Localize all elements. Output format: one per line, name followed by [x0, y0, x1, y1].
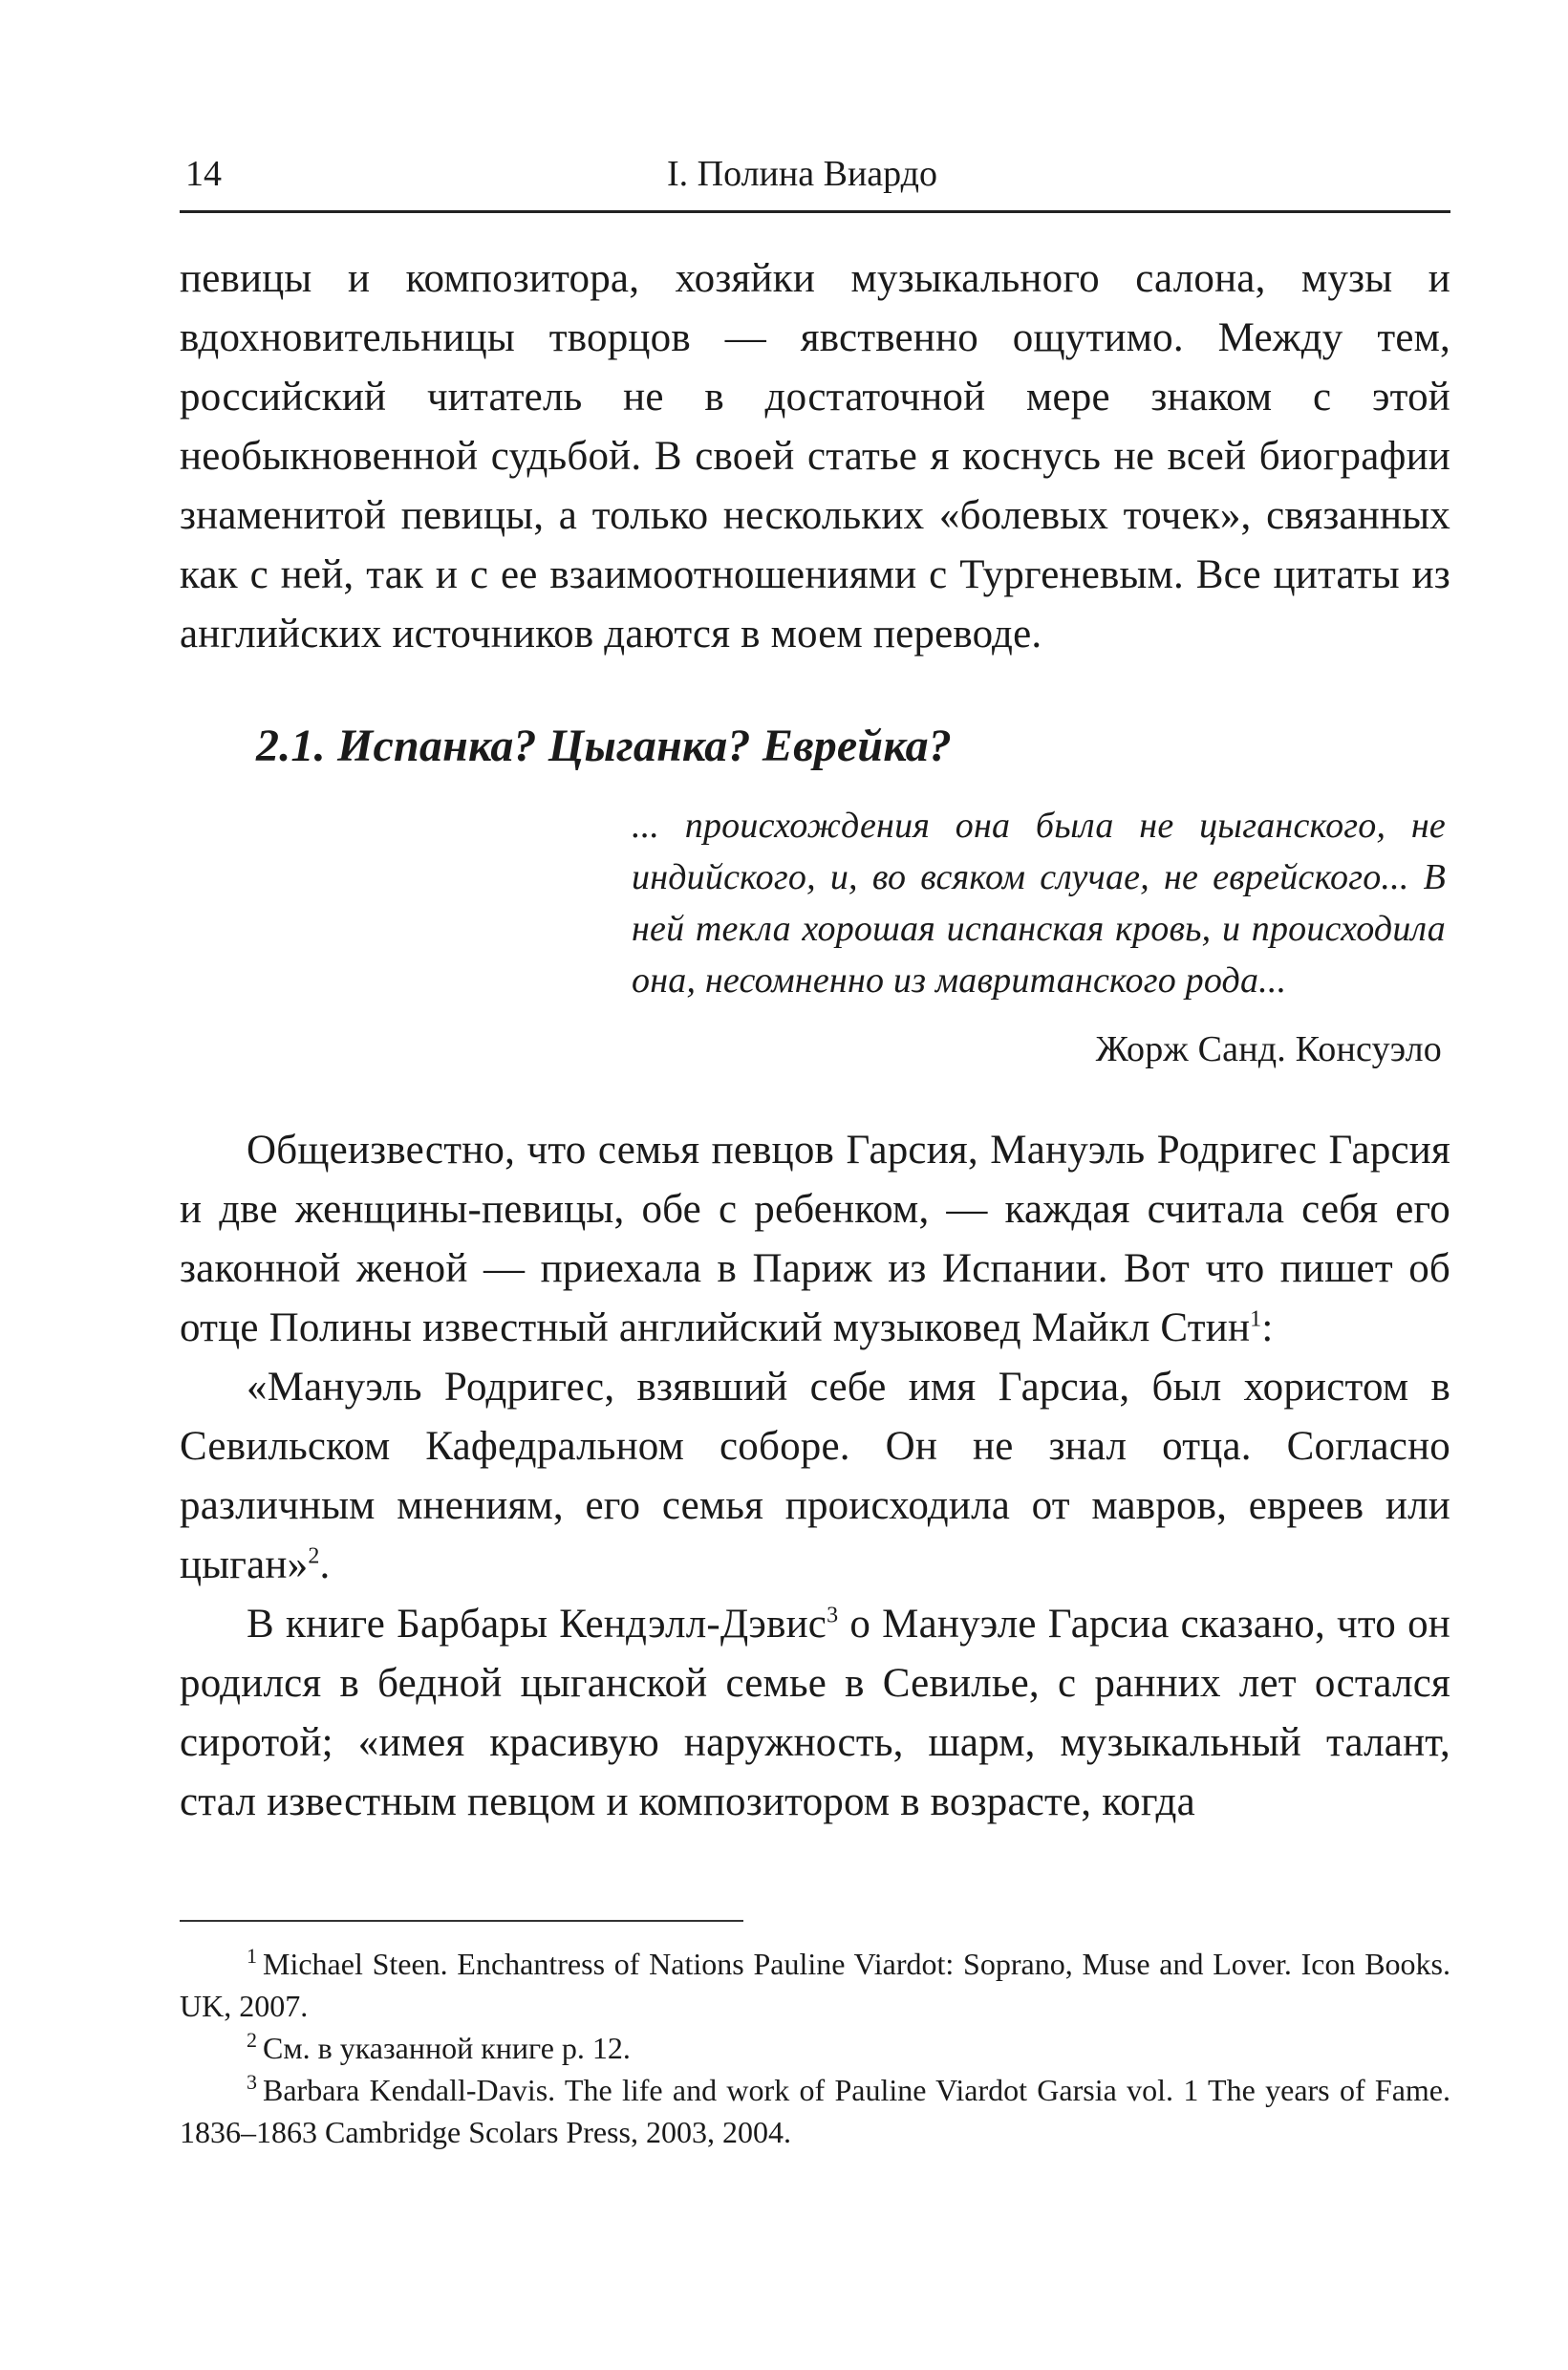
section-heading: 2.1. Испанка? Цыганка? Еврейка?: [256, 721, 953, 771]
footnote-3-text: Barbara Kendall-Davis. The life and work of Pauline Viardot Garsia vol. 1 The years of Fame. 1836–1863 Cambridge Scolars Press, 2003, 2004.: [180, 2073, 1450, 2149]
paragraph-1-tail: :: [1261, 1305, 1274, 1350]
running-header: [180, 143, 1450, 213]
main-text: [180, 1121, 1450, 1832]
footnote-3-number: 3: [247, 2070, 257, 2095]
paragraph-3-before: В книге Барбары Кендэлл-Дэвис: [247, 1602, 827, 1647]
footnote-2-number: 2: [247, 2028, 257, 2053]
footnote-1-number: 1: [247, 1944, 257, 1969]
footnote-ref-1: 1: [1250, 1306, 1262, 1332]
footnote-3: [180, 2069, 1450, 2153]
footnote-divider: [180, 1920, 743, 1922]
paragraph-3-after: о Мануэле Гарсиа сказано, что он родился в бедной цыганской семье в Севилье, с ранних лет остался сиротой; «имея красивую наружность, шарм, музыкальный талант, стал известным певцом и композитором в возрасте, когда: [180, 1602, 1450, 1824]
book-page: [180, 143, 1450, 2153]
paragraph-1-text: Общеизвестно, что семья певцов Гарсия, Мануэль Родригес Гарсия и две женщины-певицы, обе с ребенком, — каждая считала себя его законной женой — приехала в Париж из Испании. Вот что пишет об отце Полины известный английский музыковед Майкл Стин: [180, 1128, 1450, 1350]
paragraph-2-tail: .: [319, 1542, 331, 1587]
footnote-2: [180, 2027, 1450, 2069]
footnote-ref-2: 2: [308, 1543, 320, 1569]
paragraph-2: [180, 1358, 1450, 1595]
footnote-ref-3: 3: [827, 1603, 839, 1628]
chapter-title: I. Полина Виардо: [667, 154, 937, 194]
epigraph: [632, 800, 1446, 1075]
footnote-2-text: См. в указанной книге p. 12.: [263, 2031, 631, 2065]
epigraph-source: Жорж Санд. Консуэло: [1095, 1029, 1442, 1069]
footnote-1: [180, 1943, 1450, 2027]
intro-paragraph: певицы и композитора, хозяйки музыкального салона, музы и вдохновительницы творцов — явственно ощутимо. Между тем, российский читатель не в достаточной мере знаком с этой необыкновенной судьбой. В своей статье я коснусь не всей биографии знаменитой певицы, а только нескольких «болевых точек», связанных как с ней, так и с ее взаимоотношениями с Тургеневым. Все цитаты из английских источников даются в моем переводе.: [180, 256, 1450, 657]
epigraph-text: ... происхождения она была не цыганского, не индийского, и, во всяком случае, не еврейского... В ней текла хорошая испанская кровь, и происходила она, несомненно из мавританского рода...: [632, 806, 1446, 1001]
body-text: [180, 249, 1450, 1832]
paragraph-3: [180, 1595, 1450, 1832]
paragraph-2-text: «Мануэль Родригес, взявший себе имя Гарсиа, был хористом в Севильском Кафедральном соборе. Он не знал отца. Согласно различным мнениям, его семья происходила от мавров, евреев или цыган»: [180, 1365, 1450, 1587]
footnotes: [180, 1943, 1450, 2153]
paragraph-1: [180, 1121, 1450, 1358]
footnote-1-text: Michael Steen. Enchantress of Nations Pauline Viardot: Soprano, Muse and Lover. Icon Books. UK, 2007.: [180, 1947, 1450, 2023]
page-number: 14: [185, 154, 222, 194]
